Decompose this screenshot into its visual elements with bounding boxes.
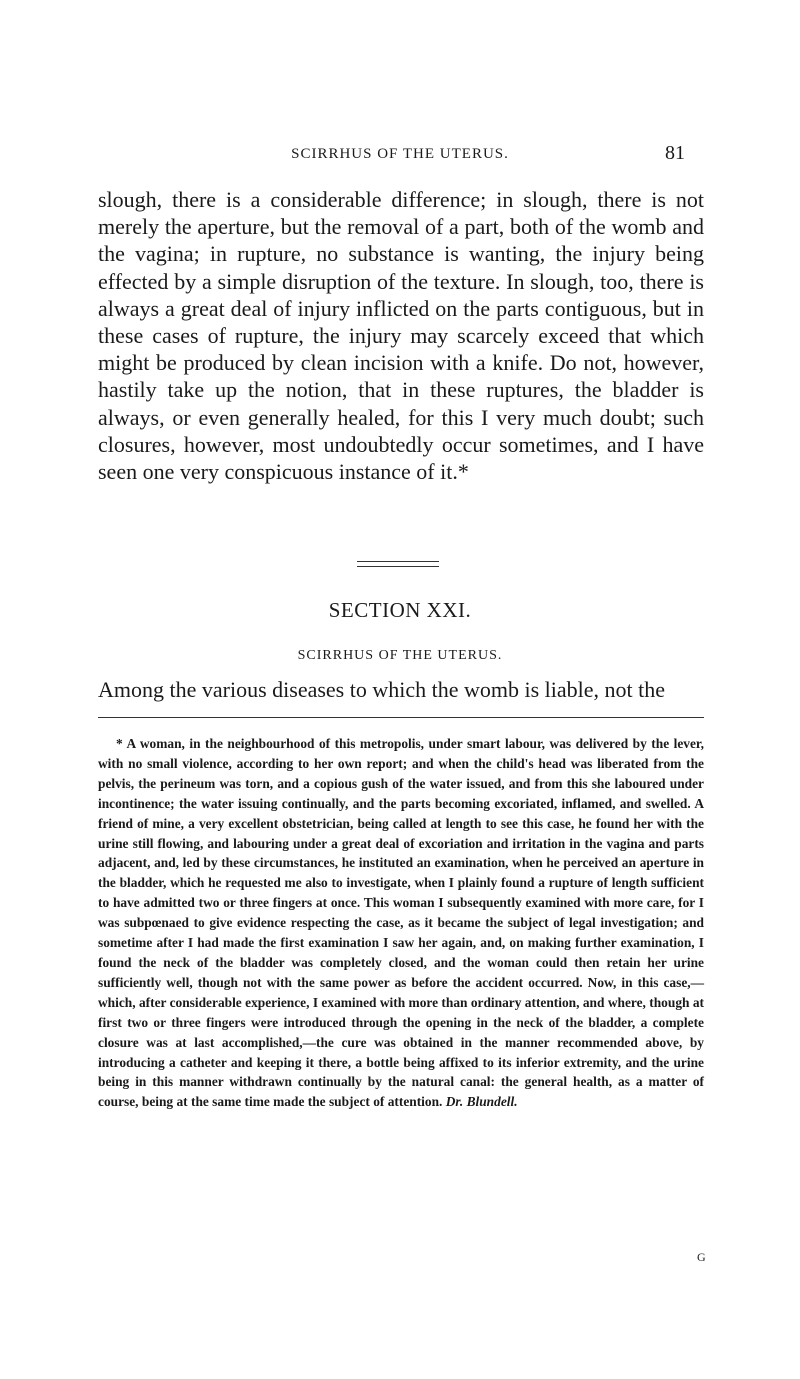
- section-heading: SECTION XXI.: [328, 598, 472, 622]
- running-head: [0, 142, 800, 170]
- section-subheading: SCIRRHUS OF THE UTERUS.: [297, 648, 503, 663]
- running-title: SCIRRHUS OF THE UTERUS.: [291, 146, 509, 162]
- page-number: 81: [665, 142, 685, 164]
- section-divider-top: [357, 561, 439, 562]
- body-paragraph: slough, there is a considerable difference; in slough, there is not merely the aperture, but the removal of a part, both of the womb and the vagina; in rupture, no substance is wanting, the injury being effected by a simple disruption of the texture. In slough, too, there is always a great deal of injury inflicted on the parts contiguous, but in these cases of rupture, the injury may scarcely exceed that which might be produced by clean incision with a knife. Do not, however, hastily take up the notion, that in these ruptures, the bladder is always, or even generally healed, for this I very much doubt; such closures, however, most undoubtedly occur sometimes, and I have seen one very conspicuous instance of it.*: [98, 187, 704, 485]
- signature-mark: G: [697, 1250, 706, 1264]
- footnote-rule: [98, 717, 704, 718]
- footnote-signature: Dr. Blundell.: [445, 1094, 518, 1110]
- footnote: [98, 734, 704, 1112]
- section-opening-line: Among the various diseases to which the womb is liable, not the: [98, 677, 666, 702]
- section-divider-bottom: [357, 566, 439, 567]
- footnote-text: * A woman, in the neighbourhood of this metropolis, under smart labour, was delivered by the lever, with no small violence, according to her own report; and when the child's head was liberated from the pelvis, the perineum was torn, and a copious gush of the water issued, and from this she laboured under incontinence; the water issuing continually, and the parts becoming excoriated, inflamed, and swelled. A friend of mine, a very excellent obstetrician, being called at length to see this case, he found her with the urine still flowing, and labouring under a great deal of excoriation and irritation in the vagina and parts adjacent, and, led by these circumstances, he instituted an examination, when he perceived an aperture in the bladder, which he requested me also to investigate, when I plainly found a rupture of length sufficient to have admitted two or three fingers at once. This woman I subsequently examined with more care, for I was subpœnaed to give evidence respecting the case, as it became the subject of legal investigation; and sometime after I had made the first examination I saw her again, and, on making further examination, I found the neck of the bladder was completely closed, and the woman could then retain her urine sufficiently well, though not with the same power as before the accident occurred. Now, in this case,—which, after considerable experience, I examined with more than ordinary attention, and where, though at first two or three fingers were introduced through the opening in the neck of the bladder, a complete closure was at last accomplished,—the cure was obtained in the manner recommended above, by introducing a catheter and keeping it there, a bottle being affixed to its inferior extremity, and the urine being in this manner withdrawn continually by the natural canal: the general health, as a matter of course, being at the same time made the subject of attention.: [98, 736, 704, 1110]
